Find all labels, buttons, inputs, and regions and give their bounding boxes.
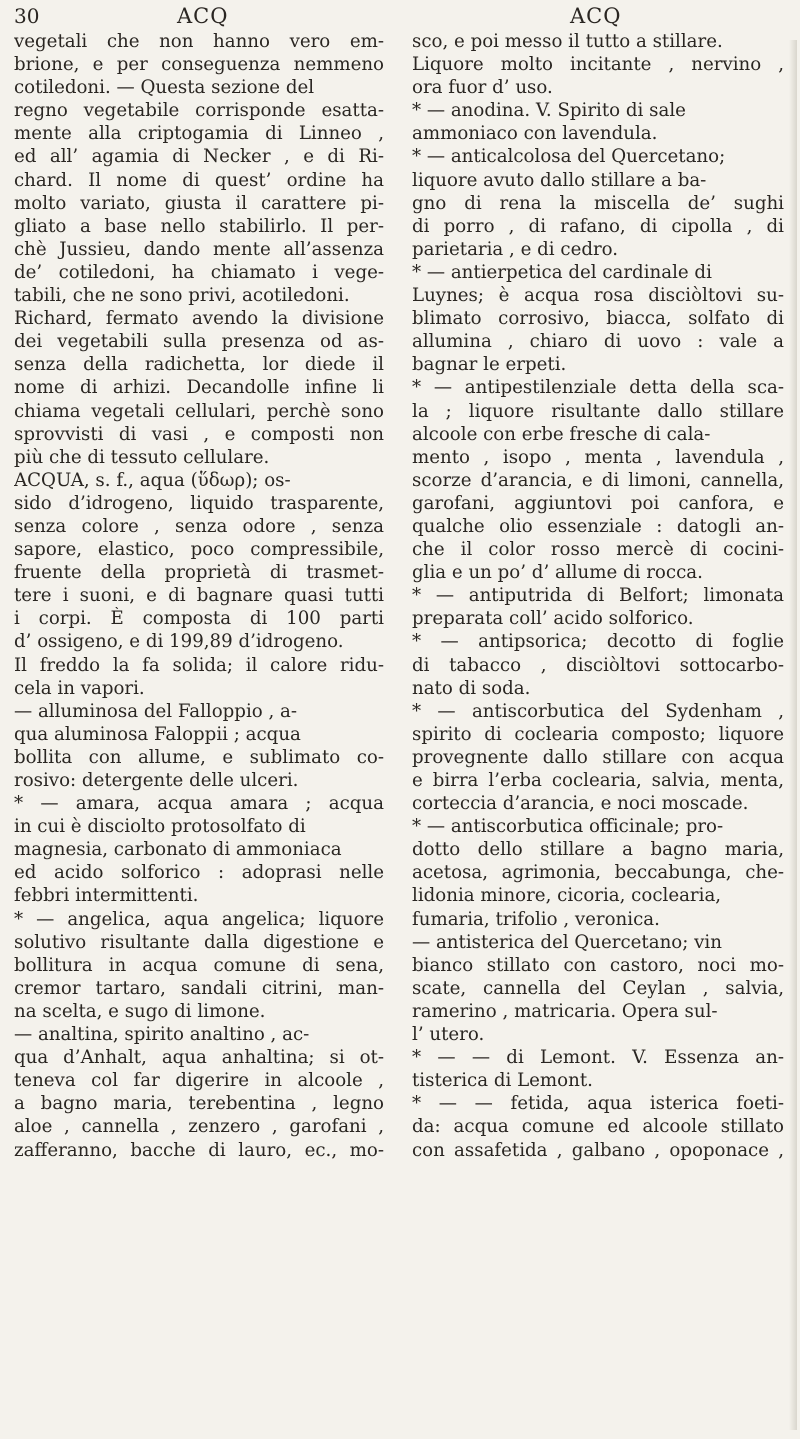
text-line: ed all’ agamia di Necker , e di Ri- bbox=[14, 146, 384, 168]
text-line: cotiledoni. — Questa sezione del bbox=[14, 77, 315, 99]
text-line: qualche olio essenziale : datogli an- bbox=[412, 515, 784, 537]
text-line: fruente della proprietà di trasmet- bbox=[14, 562, 384, 584]
text-line: fumaria, trifolio , veronica. bbox=[412, 908, 660, 930]
text-line: bagnar le erpeti. bbox=[412, 354, 567, 376]
text-line: scorze d’arancia, e di limoni, cannella, bbox=[412, 469, 784, 491]
text-line: chè Jussieu, dando mente all’assenza bbox=[14, 238, 384, 260]
text-line: * — antipestilenziale detta della sca- bbox=[412, 377, 784, 399]
text-line: sapore, elastico, poco compressibile, bbox=[14, 539, 384, 561]
text-line: di tabacco , disciòltovi sottocarbo- bbox=[412, 654, 784, 676]
text-line: preparata coll’ acido solforico. bbox=[412, 608, 694, 630]
text-line: * — antiscorbutica del Sydenham , bbox=[412, 700, 784, 722]
running-head-right: ACQ bbox=[570, 4, 622, 28]
text-line: più che di tessuto cellulare. bbox=[14, 446, 270, 468]
text-line: spirito di coclearia composto; liquore bbox=[412, 723, 784, 745]
text-line: sido d’idrogeno, liquido trasparente, bbox=[14, 492, 384, 514]
text-line: a bagno maria, terebentina , legno bbox=[14, 1093, 384, 1115]
text-line: aloe , cannella , zenzero , garofani , bbox=[14, 1116, 384, 1138]
text-line: parietaria , e di cedro. bbox=[412, 238, 619, 260]
text-line: ammoniaco con lavendula. bbox=[412, 123, 658, 145]
page-number: 30 bbox=[14, 4, 40, 28]
page-edge-shadow bbox=[789, 40, 797, 1430]
text-line: che il color rosso mercè di cocini- bbox=[412, 539, 784, 561]
text-line: sprovvisti di vasi , e composti non bbox=[14, 423, 384, 445]
text-line: bollita con allume, e sublimato co- bbox=[14, 746, 384, 768]
text-line: glia e un po’ d’ allume di rocca. bbox=[412, 562, 703, 584]
text-line: scate, cannella del Ceylan , salvia, bbox=[412, 977, 784, 999]
text-line: Richard, fermato avendo la divisione bbox=[14, 308, 384, 330]
text-line: tere i suoni, e di bagnare quasi tutti bbox=[14, 585, 384, 607]
text-line: garofani, aggiuntovi poi canfora, e bbox=[412, 492, 784, 514]
text-line: corteccia d’arancia, e noci moscade. bbox=[412, 793, 749, 815]
text-line: mente alla criptogamia di Linneo , bbox=[14, 123, 384, 145]
text-line: da: acqua comune ed alcoole stillato bbox=[412, 1116, 784, 1138]
text-line: in cui è disciolto protosolfato di bbox=[14, 816, 306, 838]
text-line: * — antiscorbutica officinale; pro- bbox=[412, 816, 724, 838]
text-line: i corpi. È composta di 100 parti bbox=[14, 608, 384, 630]
text-line: tabili, che ne sono privi, acotiledoni. bbox=[14, 285, 350, 307]
text-line: * — anticalcolosa del Quercetano; bbox=[412, 146, 726, 168]
text-line: tisterica di Lemont. bbox=[412, 1070, 593, 1092]
text-line: Luynes; è acqua rosa disciòltovi su- bbox=[412, 285, 784, 307]
text-line: di porro , di rafano, di cipolla , di bbox=[412, 215, 784, 237]
running-head-left: ACQ bbox=[177, 4, 229, 28]
text-line: la ; liquore risultante dallo stillare bbox=[412, 400, 784, 422]
text-line: sco, e poi messo il tutto a stillare. bbox=[412, 31, 723, 52]
text-line: molto variato, giusta il carattere pi- bbox=[14, 192, 384, 214]
text-line: brione, e per conseguenza nemmeno bbox=[14, 54, 384, 76]
text-line: d’ ossigeno, e di 199,89 d’idrogeno. bbox=[14, 631, 344, 653]
text-line: ramerino , matricaria. Opera sul- bbox=[412, 1000, 718, 1022]
text-line: * — antierpetica del cardinale di bbox=[412, 261, 712, 283]
text-line: senza della radichetta, lor diede il bbox=[14, 354, 384, 376]
text-line: e birra l’erba coclearia, salvia, menta, bbox=[412, 770, 784, 791]
text-line: acetosa, agrimonia, beccabunga, che- bbox=[412, 862, 784, 884]
text-line: ora fuor d’ uso. bbox=[412, 77, 553, 99]
text-line: — analtina, spirito analtino , ac- bbox=[14, 1024, 310, 1046]
text-line: con assafetida , galbano , opoponace , bbox=[412, 1139, 784, 1161]
text-line: vegetali che non hanno vero em- bbox=[14, 31, 384, 52]
text-line: dotto dello stillare a bagno maria, bbox=[412, 839, 784, 861]
text-line: allumina , chiaro di uovo : vale a bbox=[412, 331, 784, 353]
text-line: na scelta, e sugo di limone. bbox=[14, 1000, 266, 1022]
text-line: liquore avuto dallo stillare a ba- bbox=[412, 169, 707, 191]
text-line: regno vegetabile corrisponde esatta- bbox=[14, 100, 384, 122]
text-line: nato di soda. bbox=[412, 677, 531, 699]
text-line: l’ utero. bbox=[412, 1024, 485, 1046]
text-line: * — angelica, aqua angelica; liquore bbox=[14, 908, 384, 930]
text-line: qua d’Anhalt, aqua anhaltina; si ot- bbox=[14, 1047, 384, 1069]
text-line: alcoole con erbe fresche di cala- bbox=[412, 423, 711, 445]
text-line: lidonia minore, cicoria, coclearia, bbox=[412, 885, 722, 907]
text-line: febbri intermittenti. bbox=[14, 885, 199, 907]
text-line: * — amara, acqua amara ; acqua bbox=[14, 793, 384, 815]
text-line: dei vegetabili sulla presenza od as- bbox=[14, 331, 384, 353]
text-line: gno di rena la miscella de’ sughi bbox=[412, 192, 784, 214]
text-line: Il freddo la fa solida; il calore ridu- bbox=[14, 654, 384, 676]
right-text-column bbox=[412, 30, 784, 1162]
text-line: — antisterica del Quercetano; vin bbox=[412, 931, 722, 953]
text-line: zafferanno, bacche di lauro, ec., mo- bbox=[14, 1139, 384, 1161]
text-line: chiama vegetali cellulari, perchè sono bbox=[14, 400, 384, 422]
text-line: provegnente dallo stillare con acqua bbox=[412, 746, 784, 768]
text-line: gliato a base nello stabilirlo. Il per- bbox=[14, 215, 384, 237]
text-line: magnesia, carbonato di ammoniaca bbox=[14, 839, 342, 861]
text-line: bollitura in acqua comune di sena, bbox=[14, 954, 384, 976]
text-line: ed acido solforico : adoprasi nelle bbox=[14, 862, 384, 884]
text-line: rosivo: detergente delle ulceri. bbox=[14, 770, 299, 791]
text-line: senza colore , senza odore , senza bbox=[14, 515, 384, 537]
page-header bbox=[0, 2, 800, 30]
text-line: * — antipsorica; decotto di foglie bbox=[412, 631, 784, 653]
text-line: mento , isopo , menta , lavendula , bbox=[412, 446, 784, 468]
text-line: * — — fetida, aqua isterica foeti- bbox=[412, 1093, 784, 1115]
text-line: teneva col far digerire in alcoole , bbox=[14, 1070, 384, 1092]
text-line: * — anodina. V. Spirito di sale bbox=[412, 100, 686, 122]
text-line: * — antiputrida di Belfort; limonata bbox=[412, 585, 784, 607]
text-line: blimato corrosivo, biacca, solfato di bbox=[412, 308, 784, 330]
text-line: qua aluminosa Faloppii ; acqua bbox=[14, 723, 301, 745]
text-line: Liquore molto incitante , nervino , bbox=[412, 54, 784, 76]
text-line: nome di arhizi. Decandolle infine li bbox=[14, 377, 384, 399]
text-line: de’ cotiledoni, ha chiamato i vege- bbox=[14, 261, 384, 283]
text-line: ACQUA, s. f., aqua (ὕδωρ); os- bbox=[14, 469, 291, 491]
text-line: solutivo risultante dalla digestione e bbox=[14, 931, 384, 953]
text-line: * — — di Lemont. V. Essenza an- bbox=[412, 1047, 784, 1069]
text-line: chard. Il nome di quest’ ordine ha bbox=[14, 169, 384, 191]
text-line: — alluminosa del Falloppio , a- bbox=[14, 700, 298, 722]
text-line: bianco stillato con castoro, noci mo- bbox=[412, 954, 784, 976]
left-text-column bbox=[14, 30, 384, 1162]
text-line: cela in vapori. bbox=[14, 677, 145, 699]
text-line: cremor tartaro, sandali citrini, man- bbox=[14, 977, 384, 999]
